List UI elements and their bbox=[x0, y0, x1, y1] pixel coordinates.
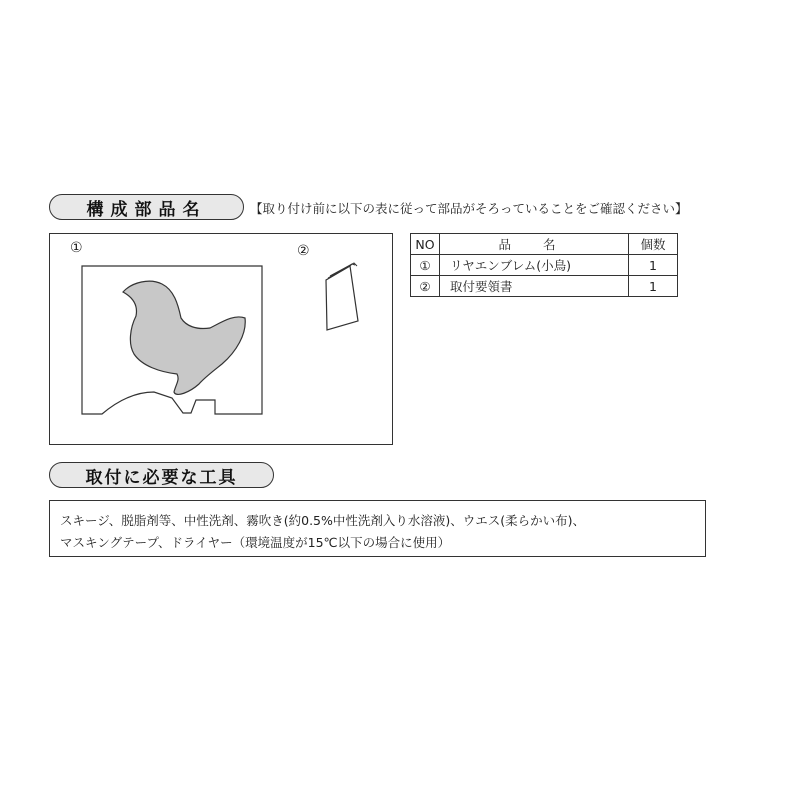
bird-emblem-illustration bbox=[82, 266, 262, 414]
table-row bbox=[411, 276, 678, 297]
tools-list-box bbox=[49, 500, 706, 557]
row-no: ① bbox=[411, 255, 440, 276]
row-name: リヤエンブレム(小鳥) bbox=[440, 255, 629, 276]
figure-marker-1: ① bbox=[70, 240, 83, 256]
row-qty: 1 bbox=[629, 276, 678, 297]
tools-section-title bbox=[49, 462, 274, 488]
tools-title-text: 取付に必要な工具 bbox=[85, 467, 238, 488]
instruction-booklet-illustration bbox=[326, 263, 358, 330]
tools-line-1: スキージ、脱脂剤等、中性洗剤、霧吹き(約0.5%中性洗剤入り水溶液)、ウエス(柔らかい布)、 bbox=[60, 513, 586, 528]
header-no: NO bbox=[411, 234, 440, 255]
header-name: 品 名 bbox=[440, 234, 629, 255]
parts-table bbox=[410, 233, 678, 297]
table-header-row bbox=[411, 234, 678, 255]
row-qty: 1 bbox=[629, 255, 678, 276]
tools-line-2: マスキングテープ、ドライヤー（環境温度が15℃以下の場合に使用） bbox=[60, 535, 451, 550]
components-note: 【取り付け前に以下の表に従って部品がそろっていることをご確認ください】 bbox=[250, 201, 688, 216]
figure-marker-2: ② bbox=[297, 243, 310, 259]
row-name: 取付要領書 bbox=[440, 276, 629, 297]
table-row bbox=[411, 255, 678, 276]
header-qty: 個数 bbox=[629, 234, 678, 255]
row-no: ② bbox=[411, 276, 440, 297]
components-title-text: 構成部品名 bbox=[86, 199, 207, 220]
